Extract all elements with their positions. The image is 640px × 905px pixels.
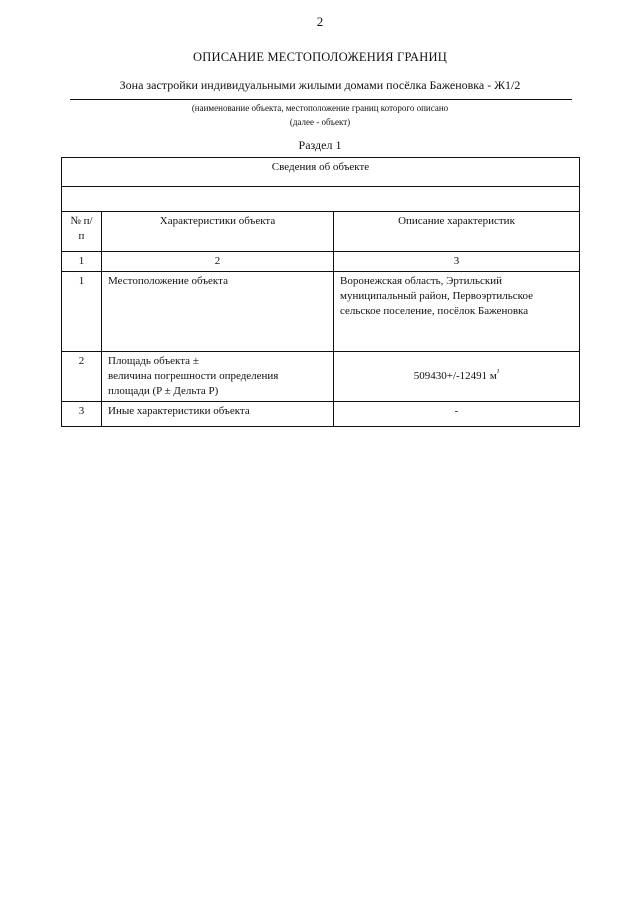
row-2-num: 2: [62, 352, 102, 402]
table-column-headers: [62, 212, 580, 252]
object-name-underline: [70, 99, 572, 100]
row-2-characteristic: [102, 352, 334, 402]
row-2-characteristic-line3: площади (P ± Дельта P): [108, 385, 219, 397]
column-number-1: 1: [62, 252, 102, 272]
row-2-characteristic-line2: величина погрешности определения: [108, 370, 279, 382]
row-1-description: Воронежская область, Эртильский муниципальный район, Первоэртильское сельское поселение, посёлок Баженовка: [334, 272, 580, 352]
table-heading: Сведения об объекте: [62, 158, 580, 187]
table-column-numbers: [62, 252, 580, 272]
object-info-table: [61, 157, 580, 427]
table-row: [62, 352, 580, 402]
row-2-area-value: 509430+/-12491 м: [413, 370, 497, 382]
row-2-description: [334, 352, 580, 402]
section-title: Раздел 1: [298, 138, 342, 152]
row-1-characteristic: Местоположение объекта: [102, 272, 334, 352]
table-empty-row: [62, 187, 580, 212]
column-number-2: 2: [102, 252, 334, 272]
page-number: 2: [316, 14, 324, 29]
table-row: [62, 402, 580, 427]
row-2-characteristic-line1: Площадь объекта ±: [108, 355, 199, 367]
column-number-3: 3: [334, 252, 580, 272]
table-empty-cell: [62, 187, 580, 212]
document-title: ОПИСАНИЕ МЕСТОПОЛОЖЕНИЯ ГРАНИЦ: [193, 50, 447, 64]
column-header-description: Описание характеристик: [334, 212, 580, 252]
object-name-caption-line2: (далее - объект): [289, 117, 351, 127]
table-heading-row: [62, 158, 580, 187]
row-2-area-unit-superscript: ²: [496, 367, 500, 377]
row-1-num: 1: [62, 272, 102, 352]
table-row: [62, 272, 580, 352]
object-name-caption-line1: (наименование объекта, местоположение границ которого описано: [191, 103, 449, 113]
column-header-characteristic: Характеристики объекта: [102, 212, 334, 252]
column-header-num: № п/п: [62, 212, 102, 252]
row-3-num: 3: [62, 402, 102, 427]
row-3-description: -: [334, 402, 580, 427]
object-name: Зона застройки индивидуальными жилыми домами посёлка Баженовка - Ж1/2: [119, 78, 521, 92]
row-3-characteristic: Иные характеристики объекта: [102, 402, 334, 427]
